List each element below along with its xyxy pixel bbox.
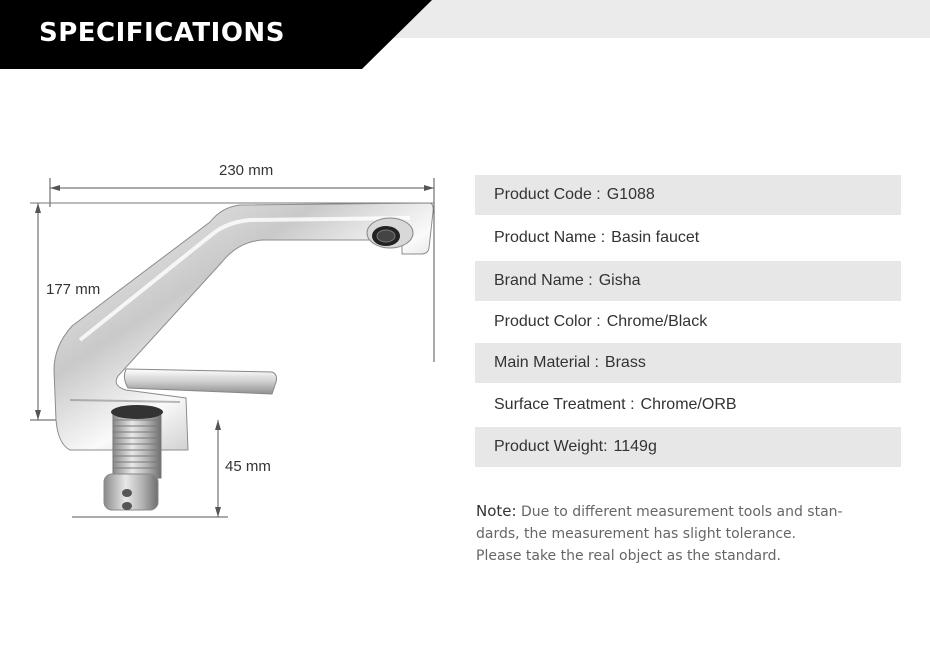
base-label: 45 mm [225,458,271,475]
faucet-diagram [0,0,460,646]
spec-value: Basin faucet [611,229,700,246]
spec-value: Chrome/ORB [640,396,737,413]
note-label: Note: [476,502,517,520]
faucet-body [54,203,433,450]
note-line-3: Please take the real object as the standard. [476,548,781,564]
spec-label: Main Material : [494,354,599,371]
spec-row-product-weight [475,427,901,467]
spec-row-brand-name [475,261,901,301]
spec-row-product-color [475,302,901,342]
faucet-base [104,405,163,510]
spec-row-product-name [475,218,901,258]
spec-label: Product Weight: [494,438,608,455]
note-line-1: Due to different measurement tools and stan- [521,504,843,520]
spec-value: G1088 [606,186,655,203]
spec-label: Brand Name : [494,272,593,289]
page-title: SPECIFICATIONS [39,18,285,48]
spec-label: Product Code : [494,186,601,203]
spec-row-surface-treatment [475,385,901,425]
height-label: 177 mm [46,281,101,298]
spec-label: Product Color : [494,313,601,330]
spec-row-product-code [475,175,901,215]
width-label: 230 mm [219,162,274,179]
tolerance-note [476,500,886,567]
spec-value: 1149g [613,438,657,455]
spec-value: Chrome/Black [606,313,708,330]
spec-label: Surface Treatment : [494,396,635,413]
spec-label: Product Name : [494,229,606,246]
spec-row-main-material [475,343,901,383]
spec-value: Gisha [598,272,641,289]
note-line-2: dards, the measurement has slight tolerance. [476,526,797,542]
spec-value: Brass [604,354,646,371]
